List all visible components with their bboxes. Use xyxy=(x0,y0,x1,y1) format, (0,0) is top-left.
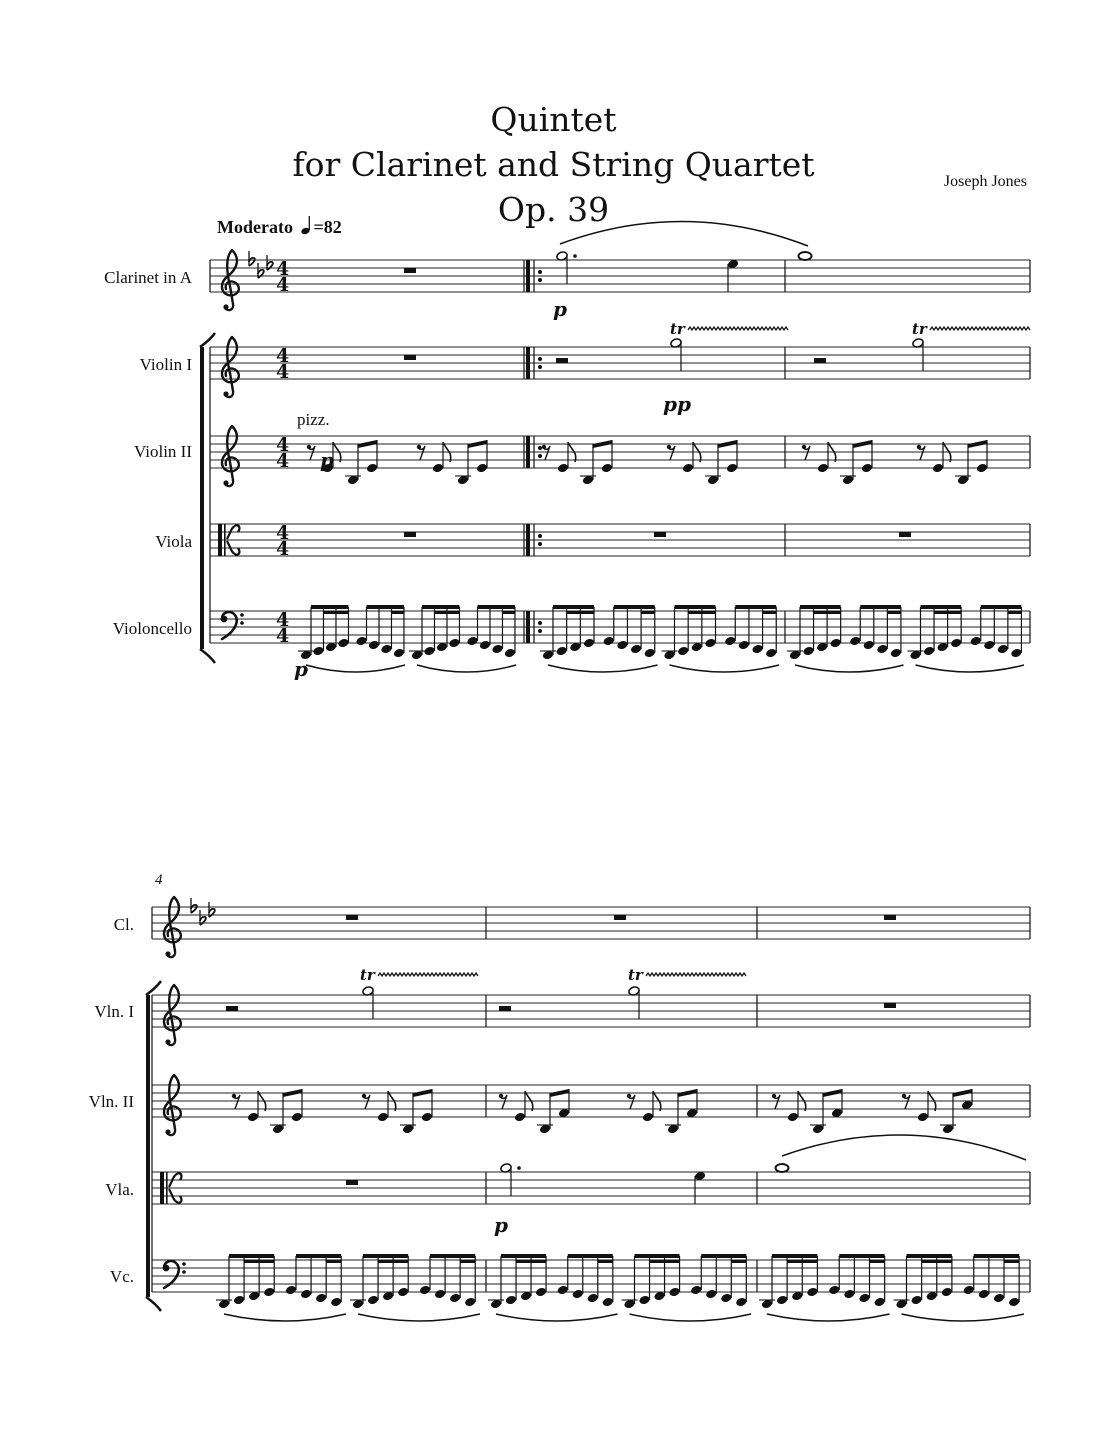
flat-icon xyxy=(191,898,197,913)
slur xyxy=(670,665,780,672)
treble-clef-dot xyxy=(165,1039,170,1044)
beam xyxy=(823,1089,842,1097)
whole-note xyxy=(799,252,812,260)
beam xyxy=(296,1254,341,1258)
notehead xyxy=(419,1285,431,1296)
beam xyxy=(311,605,348,609)
notehead xyxy=(291,1112,303,1123)
notehead xyxy=(377,1112,389,1123)
beam xyxy=(887,611,901,614)
notehead xyxy=(682,463,694,474)
beam xyxy=(553,605,594,609)
treble-clef-path xyxy=(222,426,239,486)
repeat-dot xyxy=(538,270,542,274)
title-line-2: for Clarinet and String Quartet xyxy=(292,145,815,184)
beam xyxy=(675,605,716,609)
trill-wavy-line xyxy=(930,327,1030,330)
treble-clef-path xyxy=(164,1075,181,1135)
trill-marking: tr xyxy=(670,320,685,338)
instrument-short-violin-1: Vln. I xyxy=(94,1002,134,1021)
notehead xyxy=(572,1289,584,1300)
whole-rest xyxy=(404,268,416,273)
notehead xyxy=(787,1112,799,1123)
beam xyxy=(323,611,348,614)
bass-clef-dot xyxy=(240,613,244,617)
notehead xyxy=(932,463,944,474)
notehead xyxy=(817,463,829,474)
treble-clef-dot xyxy=(165,951,170,956)
eighth-rest-dot xyxy=(542,445,546,449)
treble-clef-path xyxy=(164,985,181,1045)
notehead xyxy=(876,644,888,655)
notehead xyxy=(421,1112,433,1123)
beam xyxy=(860,605,901,609)
slur xyxy=(560,221,808,246)
beam xyxy=(650,1260,680,1263)
whole-rest xyxy=(884,1003,896,1008)
treble-clef-icon xyxy=(164,985,181,1045)
notehead xyxy=(393,648,405,659)
notehead xyxy=(765,648,777,659)
bass-clef-head xyxy=(163,1265,170,1272)
notehead xyxy=(587,1293,599,1304)
notehead xyxy=(504,648,516,659)
trill-marking: tr xyxy=(912,320,927,338)
whole-rest xyxy=(884,915,896,920)
slur xyxy=(902,1314,1025,1321)
string-bracket xyxy=(200,347,204,649)
staff-lines xyxy=(152,1172,1030,1204)
notehead xyxy=(976,463,988,474)
slur xyxy=(306,665,405,672)
half-rest xyxy=(226,1006,238,1011)
notehead xyxy=(910,1295,922,1306)
beam xyxy=(870,1260,885,1263)
beam xyxy=(853,440,872,448)
notehead xyxy=(464,1297,476,1308)
notehead xyxy=(263,1287,275,1298)
whole-rest xyxy=(654,532,666,537)
notehead xyxy=(726,463,738,474)
flat-bowl xyxy=(200,917,206,925)
notehead xyxy=(802,646,814,657)
repeat-dot xyxy=(538,365,542,369)
alto-clef-bar xyxy=(166,1172,168,1204)
notehead xyxy=(978,1289,990,1300)
beam xyxy=(434,611,459,614)
notehead xyxy=(724,636,736,647)
time-signature-bottom: 4 xyxy=(276,450,290,472)
whole-rest xyxy=(346,1180,358,1185)
notehead xyxy=(720,1293,732,1304)
half-rest xyxy=(556,358,568,363)
staff-lines xyxy=(210,611,1030,643)
dot xyxy=(517,1166,521,1170)
notehead xyxy=(449,1293,461,1304)
notehead xyxy=(330,1297,342,1308)
beam xyxy=(363,1254,408,1258)
notehead xyxy=(602,1297,614,1308)
notehead xyxy=(873,1297,885,1308)
treble-clef-icon xyxy=(222,337,239,397)
bracket-bottom-hook xyxy=(200,649,215,663)
title-line-3: Op. 39 xyxy=(497,190,610,229)
instrument-short-viola: Vla. xyxy=(105,1180,134,1199)
instrument-name-violin-2: Violin II xyxy=(134,442,192,461)
notehead xyxy=(917,1112,929,1123)
staff-lines xyxy=(210,347,1030,379)
instrument-name-viola: Viola xyxy=(155,532,192,551)
notehead xyxy=(337,638,349,649)
dynamic-piano: p xyxy=(294,657,308,681)
beam xyxy=(1008,611,1022,614)
notehead xyxy=(776,1295,788,1306)
eighth-rest-dot xyxy=(417,445,421,449)
slur xyxy=(767,1314,890,1321)
dot xyxy=(573,254,577,258)
eighth-rest-dot xyxy=(917,445,921,449)
staff-lines xyxy=(210,524,1030,556)
dynamic-piano: p xyxy=(494,1213,508,1237)
beam xyxy=(422,605,459,609)
instrument-name-clarinet: Clarinet in A xyxy=(104,268,192,287)
beam xyxy=(981,605,1022,609)
notehead xyxy=(705,1289,717,1300)
notehead xyxy=(970,636,982,647)
notehead xyxy=(642,1112,654,1123)
notehead xyxy=(355,636,367,647)
instrument-short-clarinet: Cl. xyxy=(113,915,134,934)
treble-clef-dot xyxy=(223,391,228,396)
beam xyxy=(501,1254,546,1258)
notehead xyxy=(505,1295,517,1306)
bracket-top-hook xyxy=(200,333,215,347)
notehead xyxy=(993,1293,1005,1304)
beam xyxy=(358,440,377,448)
notehead xyxy=(434,1289,446,1300)
notehead xyxy=(941,1287,953,1298)
time-signature-top: 4 xyxy=(276,434,290,456)
beam xyxy=(567,611,594,614)
beam xyxy=(614,605,655,609)
repeat-dot xyxy=(538,278,542,282)
notehead xyxy=(247,1112,259,1123)
treble-clef-dot xyxy=(223,480,228,485)
beam xyxy=(922,1260,952,1263)
whole-rest xyxy=(404,532,416,537)
beam xyxy=(550,1089,569,1097)
beam xyxy=(814,611,841,614)
notehead xyxy=(644,648,656,659)
notehead xyxy=(423,646,435,657)
notehead xyxy=(738,640,750,651)
beam xyxy=(598,1260,613,1263)
repeat-dot xyxy=(538,542,542,546)
notehead xyxy=(890,648,902,659)
pizz-marking: pizz. xyxy=(297,410,330,429)
beam xyxy=(413,1089,432,1097)
notehead xyxy=(923,646,935,657)
flat-bowl xyxy=(249,258,255,266)
notehead xyxy=(735,1297,747,1308)
beam xyxy=(593,440,612,448)
flat-bowl xyxy=(209,909,215,917)
treble-clef-dot xyxy=(165,1129,170,1134)
time-signature-top: 4 xyxy=(276,345,290,367)
dynamic-piano: p xyxy=(553,297,567,321)
eighth-rest-dot xyxy=(627,1094,631,1098)
trill-marking: tr xyxy=(360,966,375,984)
repeat-dot xyxy=(538,446,542,450)
notehead xyxy=(312,646,324,657)
measure-number: 4 xyxy=(155,872,163,888)
slur xyxy=(224,1314,346,1321)
beam xyxy=(701,1254,746,1258)
slur xyxy=(630,1314,752,1321)
notehead xyxy=(557,463,569,474)
beam xyxy=(516,1260,546,1263)
whole-note xyxy=(776,1164,789,1172)
bass-clef-head xyxy=(221,616,228,623)
notehead xyxy=(300,1289,312,1300)
notehead xyxy=(983,640,995,651)
instrument-short-cello: Vc. xyxy=(109,1267,134,1286)
beam xyxy=(641,611,655,614)
staff-lines xyxy=(152,907,1030,939)
notehead xyxy=(829,638,841,649)
notehead xyxy=(677,646,689,657)
trill-wavy-line xyxy=(646,973,746,976)
notehead xyxy=(432,463,444,474)
repeat-dot xyxy=(538,621,542,625)
time-signature-top: 4 xyxy=(276,609,290,631)
treble-clef-path xyxy=(222,250,239,310)
beam xyxy=(391,611,403,614)
repeat-dot xyxy=(538,534,542,538)
bass-clef-dot xyxy=(240,621,244,625)
whole-rest xyxy=(899,532,911,537)
beam xyxy=(568,1254,613,1258)
notehead xyxy=(1010,648,1022,659)
beam xyxy=(326,1260,341,1263)
notehead xyxy=(466,636,478,647)
treble-clef-icon xyxy=(164,897,181,957)
instrument-name-cello: Violoncello xyxy=(112,619,192,638)
time-signature-bottom: 4 xyxy=(276,625,290,647)
alto-clef-bar xyxy=(224,524,226,556)
eighth-rest-dot xyxy=(902,1094,906,1098)
notehead xyxy=(315,1293,327,1304)
time-signature-bottom: 4 xyxy=(276,274,290,296)
repeat-dot xyxy=(538,357,542,361)
beam xyxy=(367,605,404,609)
instrument-name-violin-1: Violin I xyxy=(139,355,192,374)
treble-clef-icon xyxy=(222,250,239,310)
beam xyxy=(460,1260,475,1263)
notehead xyxy=(849,636,861,647)
staff-lines xyxy=(152,1260,1030,1292)
notehead xyxy=(603,636,615,647)
notehead xyxy=(535,1287,547,1298)
beam xyxy=(731,1260,746,1263)
dynamic-pianissimo: pp xyxy=(663,392,691,416)
whole-rest xyxy=(614,915,626,920)
half-rest xyxy=(499,1006,511,1011)
notehead xyxy=(368,640,380,651)
eighth-rest-dot xyxy=(802,445,806,449)
title-line-1: Quintet xyxy=(490,100,617,139)
notehead xyxy=(479,640,491,651)
notehead xyxy=(638,1295,650,1306)
slur xyxy=(358,1314,480,1321)
notehead xyxy=(843,1289,855,1300)
slur xyxy=(417,665,516,672)
notehead xyxy=(367,1295,379,1306)
flat-bowl xyxy=(258,270,264,278)
beam xyxy=(934,611,961,614)
notehead xyxy=(828,1285,840,1296)
slur xyxy=(496,1314,618,1321)
bass-clef-dot xyxy=(182,1262,186,1266)
repeat-dot xyxy=(538,454,542,458)
beam xyxy=(921,605,962,609)
treble-clef-path xyxy=(164,897,181,957)
notehead xyxy=(476,463,488,474)
beam xyxy=(787,1260,817,1263)
beam xyxy=(468,440,487,448)
eighth-rest-dot xyxy=(362,1094,366,1098)
beam xyxy=(1004,1260,1019,1263)
beam xyxy=(735,605,776,609)
notehead xyxy=(601,463,613,474)
bass-clef-dot xyxy=(182,1270,186,1274)
bracket-top-hook xyxy=(146,981,161,995)
slur xyxy=(916,665,1025,672)
notehead xyxy=(555,646,567,657)
eighth-rest-dot xyxy=(307,445,311,449)
eighth-rest-dot xyxy=(667,445,671,449)
eighth-rest-dot xyxy=(772,1094,776,1098)
notehead xyxy=(583,638,595,649)
instrument-short-violin-2: Vln. II xyxy=(88,1092,134,1111)
beam xyxy=(907,1254,952,1258)
notehead xyxy=(630,644,642,655)
beam xyxy=(968,440,987,448)
treble-clef-dot xyxy=(223,304,228,309)
flat-icon xyxy=(249,251,255,266)
notehead xyxy=(806,1287,818,1298)
tempo-text: Moderato xyxy=(217,217,293,237)
whole-rest xyxy=(404,355,416,360)
treble-clef-icon xyxy=(164,1075,181,1135)
notehead xyxy=(963,1285,975,1296)
bracket-bottom-hook xyxy=(146,1297,161,1311)
time-signature-bottom: 4 xyxy=(276,538,290,560)
notehead xyxy=(997,644,1009,655)
beam xyxy=(678,1089,697,1097)
half-rest xyxy=(814,358,826,363)
beam xyxy=(718,440,737,448)
trill-marking: tr xyxy=(628,966,643,984)
notehead xyxy=(668,1287,680,1298)
slur xyxy=(795,665,904,672)
notehead xyxy=(397,1287,409,1298)
beam xyxy=(430,1254,475,1258)
notehead xyxy=(380,644,392,655)
beam xyxy=(244,1260,274,1263)
string-bracket xyxy=(146,995,150,1297)
beam xyxy=(772,1254,817,1258)
time-signature-bottom: 4 xyxy=(276,361,290,383)
beam xyxy=(283,1089,302,1097)
whole-rest xyxy=(346,915,358,920)
repeat-dot xyxy=(538,629,542,633)
notehead xyxy=(704,638,716,649)
time-signature-top: 4 xyxy=(276,522,290,544)
alto-clef-bar xyxy=(160,1172,164,1204)
beam xyxy=(478,605,515,609)
staff-lines xyxy=(210,260,1030,292)
notehead xyxy=(858,1293,870,1304)
notehead xyxy=(557,1285,569,1296)
staff-lines xyxy=(152,995,1030,1027)
flat-bowl xyxy=(267,262,273,270)
beam xyxy=(839,1254,884,1258)
trill-wavy-line xyxy=(378,973,478,976)
slur xyxy=(782,1135,1026,1160)
notehead xyxy=(366,463,378,474)
notehead xyxy=(861,463,873,474)
notehead xyxy=(448,638,460,649)
beam xyxy=(502,611,514,614)
tempo-value: =82 xyxy=(313,217,342,237)
slur xyxy=(548,665,658,672)
notehead xyxy=(863,640,875,651)
treble-clef-path xyxy=(222,337,239,397)
notehead xyxy=(751,644,763,655)
notehead xyxy=(950,638,962,649)
beam xyxy=(800,605,841,609)
treble-clef-icon xyxy=(222,426,239,486)
eighth-rest-dot xyxy=(232,1094,236,1098)
dynamic-piano: p xyxy=(320,448,334,472)
beam xyxy=(688,611,715,614)
trill-wavy-line xyxy=(688,327,788,330)
beam xyxy=(635,1254,680,1258)
notehead xyxy=(616,640,628,651)
notehead xyxy=(1008,1297,1020,1308)
time-signature-top: 4 xyxy=(276,258,290,280)
flat-bowl xyxy=(191,905,197,913)
notehead xyxy=(690,1285,702,1296)
beam xyxy=(953,1089,972,1097)
staff-lines xyxy=(152,1085,1030,1117)
alto-clef-bar xyxy=(218,524,222,556)
beam xyxy=(974,1254,1019,1258)
composer: Joseph Jones xyxy=(943,173,1027,190)
beam xyxy=(378,1260,408,1263)
notehead xyxy=(491,644,503,655)
eighth-rest-dot xyxy=(499,1094,503,1098)
notehead xyxy=(514,1112,526,1123)
notehead xyxy=(285,1285,297,1296)
beam xyxy=(229,1254,274,1258)
notehead xyxy=(233,1295,245,1306)
beam xyxy=(763,611,777,614)
